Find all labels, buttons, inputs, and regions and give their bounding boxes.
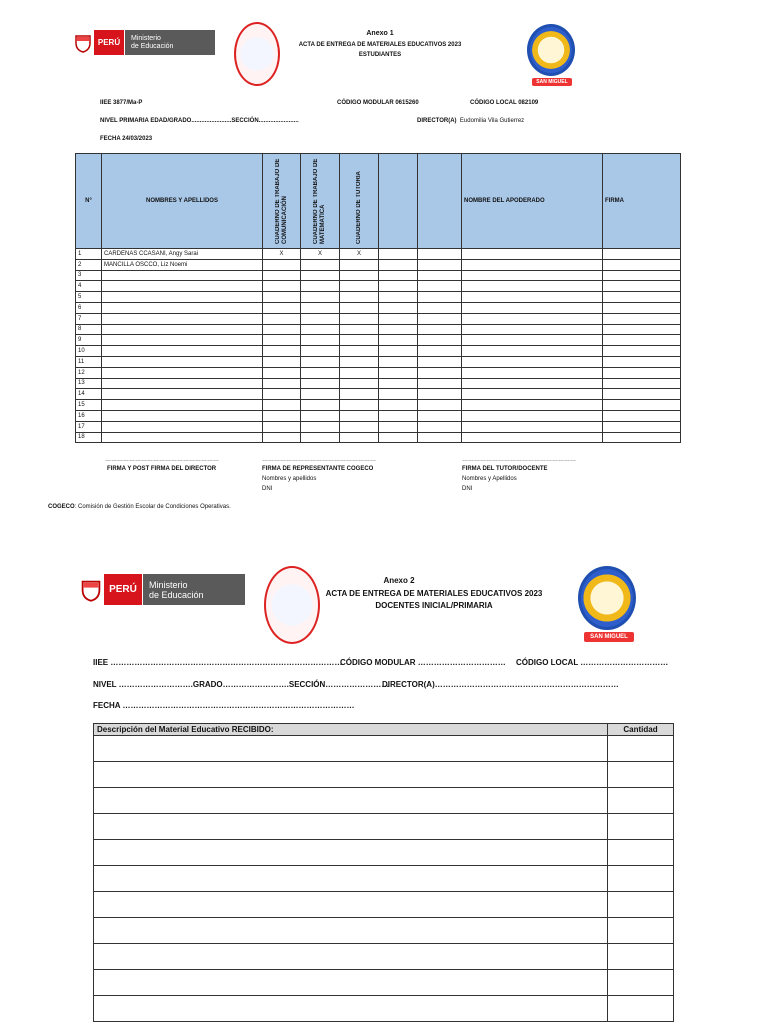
- table-row: [76, 324, 681, 335]
- table-row: [94, 788, 674, 814]
- student-name: [102, 389, 263, 400]
- row-number: 9: [76, 335, 102, 346]
- codigo-local-field-2: CÓDIGO LOCAL ……………………………: [516, 658, 669, 667]
- anexo1-title: ACTA DE ENTREGA DE MATERIALES EDUCATIVOS 2023: [298, 42, 462, 48]
- cuaderno-tutoria-mark: [340, 410, 379, 421]
- table-row: [76, 346, 681, 357]
- empty-cell: [379, 335, 418, 346]
- col-description: Descripción del Material Educativo RECIBIDO:: [94, 724, 608, 736]
- empty-cell: [418, 432, 462, 443]
- cuaderno-matematica-mark: [301, 410, 340, 421]
- empty-cell: [418, 335, 462, 346]
- firma-cell: [603, 389, 681, 400]
- apoderado-cell: [462, 302, 603, 313]
- nivel-field-2: NIVEL ……………………….GRADO…………………….SECCIÓN……………………: [93, 680, 390, 689]
- cuaderno-comunicacion-mark: [263, 324, 301, 335]
- student-name: [102, 281, 263, 292]
- cuaderno-matematica-mark: [301, 335, 340, 346]
- cuaderno-tutoria-mark: X: [340, 249, 379, 260]
- cuaderno-comunicacion-mark: [263, 259, 301, 270]
- anexo1-label: Anexo 1: [366, 30, 394, 37]
- row-number: 2: [76, 259, 102, 270]
- ugel-seal: [527, 24, 575, 76]
- table-row: [76, 378, 681, 389]
- empty-cell: [379, 378, 418, 389]
- quantity-cell: [608, 996, 674, 1022]
- empty-cell: [379, 292, 418, 303]
- firma-cell: [603, 324, 681, 335]
- row-number: 18: [76, 432, 102, 443]
- firma-cell: [603, 421, 681, 432]
- ministry-logo-2: [78, 574, 245, 605]
- empty-cell: [418, 281, 462, 292]
- cuaderno-comunicacion-mark: [263, 432, 301, 443]
- empty-cell: [379, 367, 418, 378]
- cuaderno-matematica-mark: [301, 292, 340, 303]
- cuaderno-tutoria-mark: [340, 292, 379, 303]
- cogeco-names: Nombres y apellidos: [262, 476, 317, 482]
- description-cell: [94, 762, 608, 788]
- ugel-ribbon: SAN MIGUEL: [532, 78, 572, 86]
- firma-cell: [603, 410, 681, 421]
- apoderado-cell: [462, 410, 603, 421]
- apoderado-cell: [462, 324, 603, 335]
- col-cuaderno-tutoria: CUADERNO DE TUTORIA: [340, 154, 379, 249]
- anexo2-title: ACTA DE ENTREGA DE MATERIALES EDUCATIVOS 2023: [325, 589, 543, 598]
- quantity-cell: [608, 944, 674, 970]
- table-row: [94, 762, 674, 788]
- cuaderno-comunicacion-mark: [263, 367, 301, 378]
- empty-cell: [379, 259, 418, 270]
- anexo2-label: Anexo 2: [383, 576, 415, 585]
- table-row: [76, 367, 681, 378]
- table-row: [76, 281, 681, 292]
- description-cell: [94, 996, 608, 1022]
- empty-cell: [418, 400, 462, 411]
- peru-label-2: PERÚ: [104, 574, 142, 605]
- col-names: NOMBRES Y APELLIDOS: [102, 154, 263, 249]
- cuaderno-comunicacion-mark: [263, 389, 301, 400]
- cuaderno-matematica-mark: [301, 400, 340, 411]
- quantity-cell: [608, 814, 674, 840]
- cuaderno-matematica-mark: [301, 281, 340, 292]
- student-name: [102, 367, 263, 378]
- apoderado-cell: [462, 270, 603, 281]
- empty-cell: [379, 346, 418, 357]
- empty-cell: [379, 270, 418, 281]
- empty-cell: [418, 367, 462, 378]
- student-name: CARDENAS CCASANI, Angy Sarai: [102, 249, 263, 260]
- cuaderno-matematica-mark: [301, 432, 340, 443]
- empty-cell: [379, 400, 418, 411]
- cuaderno-matematica-mark: [301, 367, 340, 378]
- cuaderno-tutoria-mark: [340, 389, 379, 400]
- cuaderno-tutoria-mark: [340, 432, 379, 443]
- cuaderno-matematica-mark: [301, 270, 340, 281]
- firma-cell: [603, 378, 681, 389]
- cuaderno-comunicacion-mark: [263, 270, 301, 281]
- regional-government-seal-2: [264, 566, 320, 644]
- sig-director-label: FIRMA Y POST FIRMA DEL DIRECTOR: [107, 466, 217, 472]
- description-cell: [94, 918, 608, 944]
- cuaderno-comunicacion-mark: [263, 346, 301, 357]
- firma-cell: [603, 313, 681, 324]
- cuaderno-matematica-mark: [301, 313, 340, 324]
- empty-cell: [418, 356, 462, 367]
- ministry-label-2: Ministerio de Educación: [142, 574, 245, 605]
- empty-cell: [379, 324, 418, 335]
- empty-cell: [379, 410, 418, 421]
- empty-cell: [379, 281, 418, 292]
- col-number: N°: [76, 154, 102, 249]
- empty-cell: [418, 410, 462, 421]
- students-table-header: [76, 154, 681, 249]
- quantity-cell: [608, 892, 674, 918]
- row-number: 10: [76, 346, 102, 357]
- apoderado-cell: [462, 432, 603, 443]
- cuaderno-tutoria-mark: [340, 270, 379, 281]
- quantity-cell: [608, 736, 674, 762]
- student-name: MANCILLA OSCCO, Liz Noemi: [102, 259, 263, 270]
- cuaderno-tutoria-mark: [340, 421, 379, 432]
- table-row: [76, 292, 681, 303]
- quantity-cell: [608, 840, 674, 866]
- fecha-field-2: FECHA ……………………………………………………………………………: [93, 701, 355, 710]
- table-row: [76, 259, 681, 270]
- col-cuaderno-comunicacion: CUADERNO DE TRABAJO DE COMUNICACIÓN: [263, 154, 301, 249]
- cuaderno-tutoria-mark: [340, 259, 379, 270]
- cuaderno-matematica-mark: [301, 346, 340, 357]
- ugel-seal-2: [578, 566, 636, 630]
- row-number: 6: [76, 302, 102, 313]
- anexo1-subtitle: ESTUDIANTES: [358, 52, 402, 58]
- apoderado-cell: [462, 313, 603, 324]
- table-row: [76, 270, 681, 281]
- table-row: [76, 249, 681, 260]
- student-name: [102, 292, 263, 303]
- anexo2-subtitle: DOCENTES INICIAL/PRIMARIA: [375, 601, 493, 610]
- description-cell: [94, 944, 608, 970]
- table-row: [76, 356, 681, 367]
- students-table: [75, 153, 681, 443]
- empty-cell: [418, 346, 462, 357]
- empty-cell: [379, 249, 418, 260]
- col-empty-1: [379, 154, 418, 249]
- student-name: [102, 313, 263, 324]
- quantity-cell: [608, 918, 674, 944]
- row-number: 5: [76, 292, 102, 303]
- table-row: [94, 736, 674, 762]
- col-cuaderno-matematica: CUADERNO DE TRABAJO DE MATEMATICA: [301, 154, 340, 249]
- cuaderno-comunicacion-mark: [263, 292, 301, 303]
- apoderado-cell: [462, 292, 603, 303]
- firma-cell: [603, 346, 681, 357]
- student-name: [102, 432, 263, 443]
- firma-cell: [603, 292, 681, 303]
- table-row: [94, 970, 674, 996]
- firma-cell: [603, 400, 681, 411]
- apoderado-cell: [462, 335, 603, 346]
- tutor-names: Nombres y Apellidos: [462, 476, 517, 482]
- description-cell: [94, 840, 608, 866]
- apoderado-cell: [462, 389, 603, 400]
- apoderado-cell: [462, 378, 603, 389]
- row-number: 16: [76, 410, 102, 421]
- empty-cell: [379, 432, 418, 443]
- director-field: DIRECTOR(A) Eudomilia Vila Gutierrez: [417, 118, 525, 124]
- description-cell: [94, 970, 608, 996]
- apoderado-cell: [462, 259, 603, 270]
- ugel-ribbon-2: SAN MIGUEL: [584, 632, 634, 642]
- peru-shield-icon: [78, 574, 104, 605]
- tutor-dni: DNI: [462, 486, 473, 492]
- cuaderno-comunicacion-mark: [263, 400, 301, 411]
- table-row: [76, 421, 681, 432]
- cuaderno-comunicacion-mark: [263, 356, 301, 367]
- cogeco-footnote: COGECO: Comisión de Gestión Escolar de Condiciones Operativas.: [48, 504, 231, 510]
- sig-line-tutor: …………………………………………………: [462, 457, 576, 463]
- apoderado-cell: [462, 346, 603, 357]
- cuaderno-comunicacion-mark: X: [263, 249, 301, 260]
- col-firma: FIRMA: [603, 154, 681, 249]
- firma-cell: [603, 270, 681, 281]
- sig-cogeco-label: FIRMA DE REPRESENTANTE COGECO: [262, 466, 374, 472]
- table-row: [94, 840, 674, 866]
- ministry-label: Ministerio de Educación: [124, 30, 215, 55]
- cuaderno-comunicacion-mark: [263, 302, 301, 313]
- nivel-field: NIVEL PRIMARIA EDAD/GRADO........................SECCIÓN........................: [100, 118, 299, 124]
- table-row: [94, 944, 674, 970]
- director-field-2: DIRECTOR(A)……………………………………………………………: [382, 680, 619, 689]
- cuaderno-tutoria-mark: [340, 281, 379, 292]
- cuaderno-tutoria-mark: [340, 367, 379, 378]
- student-name: [102, 302, 263, 313]
- codigo-local-field: CÓDIGO LOCAL 082109: [470, 100, 539, 106]
- cuaderno-tutoria-mark: [340, 302, 379, 313]
- apoderado-cell: [462, 281, 603, 292]
- firma-cell: [603, 356, 681, 367]
- cuaderno-comunicacion-mark: [263, 335, 301, 346]
- row-number: 11: [76, 356, 102, 367]
- row-number: 7: [76, 313, 102, 324]
- table-row: [76, 400, 681, 411]
- cuaderno-comunicacion-mark: [263, 378, 301, 389]
- table-row: [76, 302, 681, 313]
- apoderado-cell: [462, 400, 603, 411]
- cuaderno-comunicacion-mark: [263, 313, 301, 324]
- table-row: [94, 996, 674, 1022]
- codigo-modular-field: CÓDIGO MODULAR 0615260: [337, 100, 419, 106]
- description-cell: [94, 814, 608, 840]
- table-row: [94, 866, 674, 892]
- firma-cell: [603, 367, 681, 378]
- empty-cell: [379, 421, 418, 432]
- table-row: [94, 814, 674, 840]
- empty-cell: [418, 249, 462, 260]
- iiee-field: IIEE 3877/Ma-P: [100, 100, 143, 106]
- firma-cell: [603, 302, 681, 313]
- cuaderno-tutoria-mark: [340, 378, 379, 389]
- cuaderno-tutoria-mark: [340, 356, 379, 367]
- empty-cell: [418, 292, 462, 303]
- table-row: [76, 432, 681, 443]
- cuaderno-tutoria-mark: [340, 400, 379, 411]
- empty-cell: [379, 302, 418, 313]
- apoderado-cell: [462, 356, 603, 367]
- codigo-modular-field-2: CÓDIGO MODULAR ……………………………: [340, 658, 506, 667]
- cuaderno-tutoria-mark: [340, 313, 379, 324]
- cuaderno-matematica-mark: [301, 324, 340, 335]
- student-name: [102, 378, 263, 389]
- cogeco-dni: DNI: [262, 486, 273, 492]
- table-row: [76, 335, 681, 346]
- cuaderno-comunicacion-mark: [263, 410, 301, 421]
- quantity-cell: [608, 866, 674, 892]
- empty-cell: [379, 313, 418, 324]
- description-cell: [94, 892, 608, 918]
- row-number: 8: [76, 324, 102, 335]
- table-row: [94, 918, 674, 944]
- empty-cell: [418, 270, 462, 281]
- cuaderno-matematica-mark: [301, 389, 340, 400]
- cuaderno-comunicacion-mark: [263, 281, 301, 292]
- apoderado-cell: [462, 421, 603, 432]
- student-name: [102, 270, 263, 281]
- table-row: [76, 389, 681, 400]
- cuaderno-matematica-mark: [301, 302, 340, 313]
- empty-cell: [379, 389, 418, 400]
- sig-line-director: …………………………………………………: [105, 457, 219, 463]
- student-name: [102, 324, 263, 335]
- student-name: [102, 335, 263, 346]
- firma-cell: [603, 281, 681, 292]
- description-cell: [94, 736, 608, 762]
- empty-cell: [379, 356, 418, 367]
- row-number: 4: [76, 281, 102, 292]
- row-number: 12: [76, 367, 102, 378]
- fecha-field: FECHA 24/03/2023: [100, 136, 153, 142]
- student-name: [102, 421, 263, 432]
- regional-government-seal: [234, 22, 280, 86]
- table-row: [94, 892, 674, 918]
- empty-cell: [418, 259, 462, 270]
- cuaderno-matematica-mark: X: [301, 249, 340, 260]
- cuaderno-tutoria-mark: [340, 335, 379, 346]
- quantity-cell: [608, 970, 674, 996]
- student-name: [102, 346, 263, 357]
- cuaderno-matematica-mark: [301, 356, 340, 367]
- empty-cell: [418, 378, 462, 389]
- table-row: [76, 313, 681, 324]
- materials-table: [93, 723, 674, 1022]
- student-name: [102, 410, 263, 421]
- empty-cell: [418, 302, 462, 313]
- description-cell: [94, 866, 608, 892]
- cuaderno-matematica-mark: [301, 259, 340, 270]
- empty-cell: [418, 421, 462, 432]
- apoderado-cell: [462, 249, 603, 260]
- col-apoderado: NOMBRE DEL APODERADO: [462, 154, 603, 249]
- empty-cell: [418, 313, 462, 324]
- firma-cell: [603, 249, 681, 260]
- quantity-cell: [608, 762, 674, 788]
- col-empty-2: [418, 154, 462, 249]
- cuaderno-matematica-mark: [301, 378, 340, 389]
- cuaderno-tutoria-mark: [340, 324, 379, 335]
- cuaderno-comunicacion-mark: [263, 421, 301, 432]
- ministry-logo: [72, 30, 215, 55]
- row-number: 1: [76, 249, 102, 260]
- sig-tutor-label: FIRMA DEL TUTOR/DOCENTE: [462, 466, 548, 472]
- sig-line-cogeco: …………………………………………………: [262, 457, 376, 463]
- table-row: [76, 410, 681, 421]
- description-cell: [94, 788, 608, 814]
- row-number: 17: [76, 421, 102, 432]
- firma-cell: [603, 432, 681, 443]
- iiee-field-2: IIEE ……………………………………………………………………………: [93, 658, 343, 667]
- row-number: 15: [76, 400, 102, 411]
- col-quantity: Cantidad: [608, 724, 674, 736]
- empty-cell: [418, 324, 462, 335]
- firma-cell: [603, 259, 681, 270]
- quantity-cell: [608, 788, 674, 814]
- cuaderno-tutoria-mark: [340, 346, 379, 357]
- empty-cell: [418, 389, 462, 400]
- row-number: 14: [76, 389, 102, 400]
- cuaderno-matematica-mark: [301, 421, 340, 432]
- apoderado-cell: [462, 367, 603, 378]
- student-name: [102, 400, 263, 411]
- student-name: [102, 356, 263, 367]
- row-number: 3: [76, 270, 102, 281]
- firma-cell: [603, 335, 681, 346]
- peru-label: PERÚ: [94, 30, 124, 55]
- peru-shield-icon: [72, 30, 94, 55]
- row-number: 13: [76, 378, 102, 389]
